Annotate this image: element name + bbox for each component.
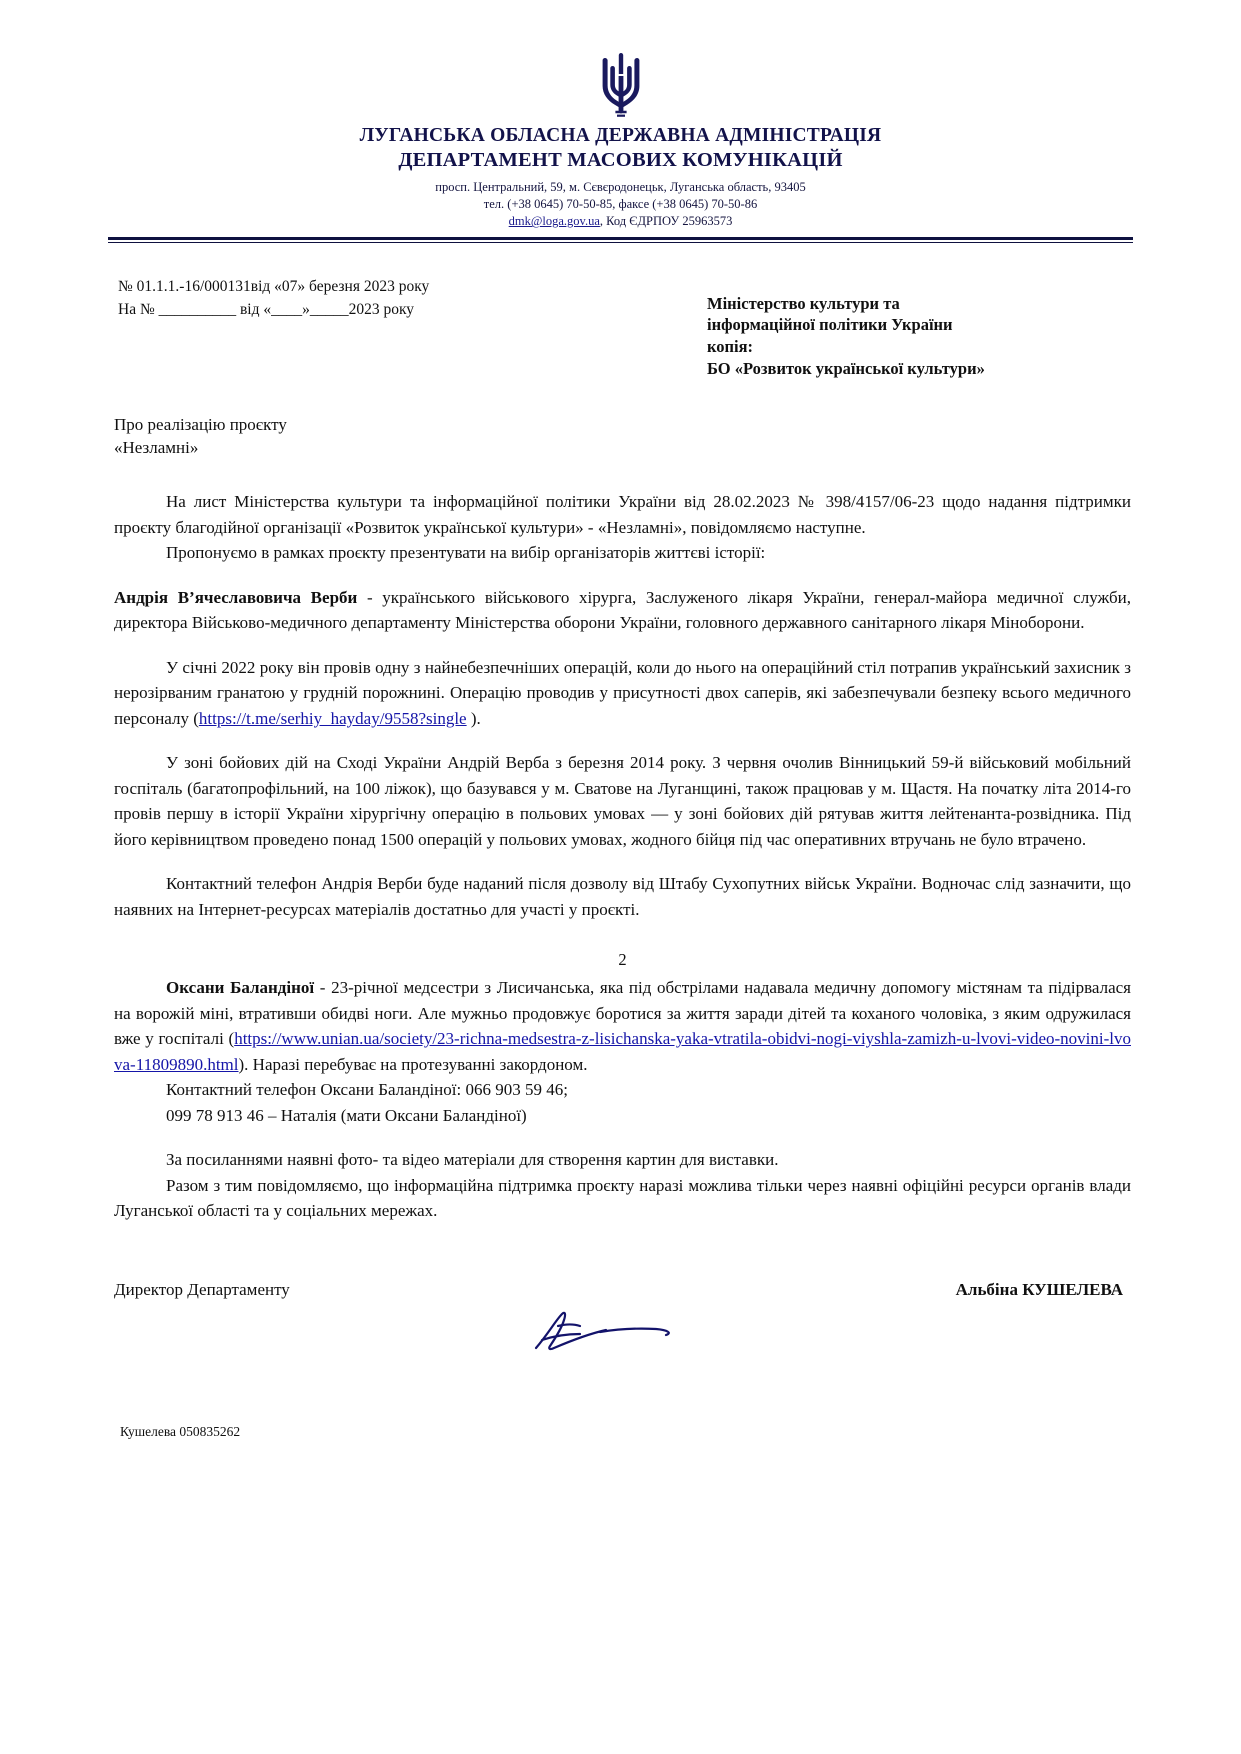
verba-operation-text-end: ). xyxy=(470,708,481,728)
paragraph-media-materials: За посиланнями наявні фото- та відео матеріали для створення картин для виставки. xyxy=(166,1150,779,1170)
signer-name: Альбіна КУШЕЛЕВА xyxy=(955,1279,1123,1299)
person-name-verba: Андрія В’ячеславовича Верби xyxy=(114,587,358,607)
addressee-line-4: БО «Розвиток української культури» xyxy=(707,358,985,378)
signer-position: Директор Департаменту xyxy=(114,1279,290,1299)
reference-numbers xyxy=(108,275,429,322)
balandina-description-end: ). Наразі перебуває на протезуванні закордоном. xyxy=(238,1054,588,1074)
paragraph-balandina: Оксани Баландіної - 23-річної медсестри з Лисичанська, яка під обстрілами надавала медичну допомогу містянам та підірвалася на ворожій міні, втративши обидві ноги. Але мужньо продовжує боротися за життя заради дітей та коханого чоловіка, з яким одружилася вже у госпіталі (https://www.unian.ua/society/23-richna-medsestra-z-lisichanska-yaka-vtratila-obidvi-nogi-viyshla-zamizh-u-lvovi-video-novini-lvova-11809890.html). Наразі перебуває на протезуванні закордоном. xyxy=(114,978,1132,1074)
person-name-balandina: Оксани Баландіної xyxy=(166,978,315,998)
paragraph-proposal: Пропонуємо в рамках проєкту презентувати на вибір організаторів життєві історії: xyxy=(166,543,766,563)
header-block xyxy=(108,275,1133,380)
page-number: 2 xyxy=(618,950,627,970)
addressee-line-3: копія: xyxy=(707,337,754,357)
contact-block xyxy=(108,179,1133,231)
ukraine-trident-icon xyxy=(599,52,643,118)
signature-block xyxy=(108,1280,1133,1300)
letterhead-divider-thick xyxy=(108,237,1133,240)
paragraph-verba-intro xyxy=(114,585,1131,636)
organisation-name-line1: ЛУГАНСЬКА ОБЛАСНА ДЕРЖАВНА АДМІНІСТРАЦІЯ xyxy=(359,125,882,146)
paragraph-verba-contact: Контактний телефон Андрія Верби буде наданий після дозволу від Штабу Сухопутних військ України. Водночас слід зазначити, що наявних на Інтернет-ресурсах матеріалів достатньо для участі у проєкті. xyxy=(114,874,1131,919)
handwritten-signature xyxy=(108,1300,1133,1346)
paragraph-intro: На лист Міністерства культури та інформаційної політики України від 28.02.2023 № 398/4157/06-23 щодо надання підтримки проєкту благодійної організації «Розвиток української культури» - «Незламні», повідомляємо наступне. xyxy=(114,492,1131,537)
letterhead xyxy=(108,52,1133,243)
subject-line-1: Про реалізацію проєкту xyxy=(114,414,287,434)
paragraph-balandina-phone-1: Контактний телефон Оксани Баландіної: 066 903 59 46; xyxy=(166,1080,568,1100)
paragraph-balandina-phone-2: 099 78 913 46 – Наталія (мати Оксани Баландіної) xyxy=(166,1105,527,1125)
paragraph-verba-service: У зоні бойових дій на Сході України Андрій Верба з березня 2014 року. З червня очолив Вінницький 59-й військовий мобільний госпіталь (багатопрофільний, на 100 ліжок), що базувався у м. Сватове на Луганщині, також працював у м. Щастя. На початку літа 2014-го провів першу в історії України хірургічну операцію в польових умовах — у зоні бойових дій рятував життя лейтенанта-розвідника. Під його керівництвом проведено понад 1500 операцій у польових умовах, жодного бійця під час оперативних втручань не було втрачено. xyxy=(114,753,1131,849)
unian-article-link[interactable]: https://www.unian.ua/society/23-richna-medsestra-z-lisichanska-yaka-vtratila-obidvi-nogi-viyshla-zamizh-u-lvovi-video-novini-lvova-11809890.html xyxy=(114,1029,1131,1074)
email-line xyxy=(108,213,1133,230)
address-line: просп. Центральний, 59, м. Сєвєродонецьк, Луганська область, 93405 xyxy=(435,179,806,194)
edrpou-code: , Код ЄДРПОУ 25963573 xyxy=(599,214,733,229)
person-verba-description: - українського військового хірурга, Заслуженого лікаря України, генерал-майора медичної служби, директора Військово-медичного департаменту Міністерства оборони України, головного державного санітарного лікаря Міноборони. xyxy=(114,587,1131,633)
subject-block xyxy=(108,414,1133,460)
organisation-name-line2: ДЕПАРТАМЕНТ МАСОВИХ КОМУНІКАЦІЙ xyxy=(398,148,843,171)
subject-line-2: «Незламні» xyxy=(114,437,199,457)
addressee-line-2: інформаційної політики України xyxy=(707,315,953,335)
telegram-source-link[interactable]: https://t.me/serhiy_hayday/9558?single xyxy=(198,708,467,728)
phone-line: тел. (+38 0645) 70-50-85, факсе (+38 0645) 70-50-86 xyxy=(483,197,758,212)
person-balandina-description: - 23-річної медсестри з Лисичанська, яка під обстрілами надавала медичну допомогу містянам та підірвалася на ворожій міні, втративши обидві ноги. Але мужньо продовжує боротися за життя заради дітей та коханого чоловіка, з яким одружилася вже у госпіталі xyxy=(114,978,1132,1049)
letter-body xyxy=(108,489,1133,1223)
outgoing-reference: № 01.1.1.-16/000131від «07» березня 2023 року xyxy=(118,277,430,295)
typist-note: Кушелева 050835262 xyxy=(120,1423,241,1439)
letterhead-divider-thin xyxy=(108,242,1133,243)
email-link[interactable]: dmk@loga.gov.ua xyxy=(508,214,600,229)
incoming-reference: На № __________ від «____»_____2023 року xyxy=(118,300,415,318)
paragraph-info-support: Разом з тим повідомляємо, що інформаційна підтримка проєкту наразі можлива тільки через наявні офіційні ресурси органів влади Луганської області та у соціальних мережах. xyxy=(114,1175,1131,1221)
addressee-block xyxy=(707,293,1107,380)
addressee-line-1: Міністерство культури та xyxy=(707,293,900,313)
verba-operation-text: У січні 2022 року він провів одну з найнебезпечніших операцій, коли до нього на операційний стіл потрапив український захисник з нерозірваним гранатою у грудній порожнині. Операцію проводив у присутності двох саперів, які забезпечували безпеку всього медичного персоналу xyxy=(114,657,1131,728)
paragraph-verba-operation: У січні 2022 року він провів одну з найнебезпечніших операцій, коли до нього на операційний стіл потрапив український захисник з нерозірваним гранатою у грудній порожнині. Операцію проводив у присутності двох саперів, які забезпечували безпеку всього медичного персоналу (https://t.me/serhiy_hayday/9558?single ). xyxy=(114,657,1131,728)
